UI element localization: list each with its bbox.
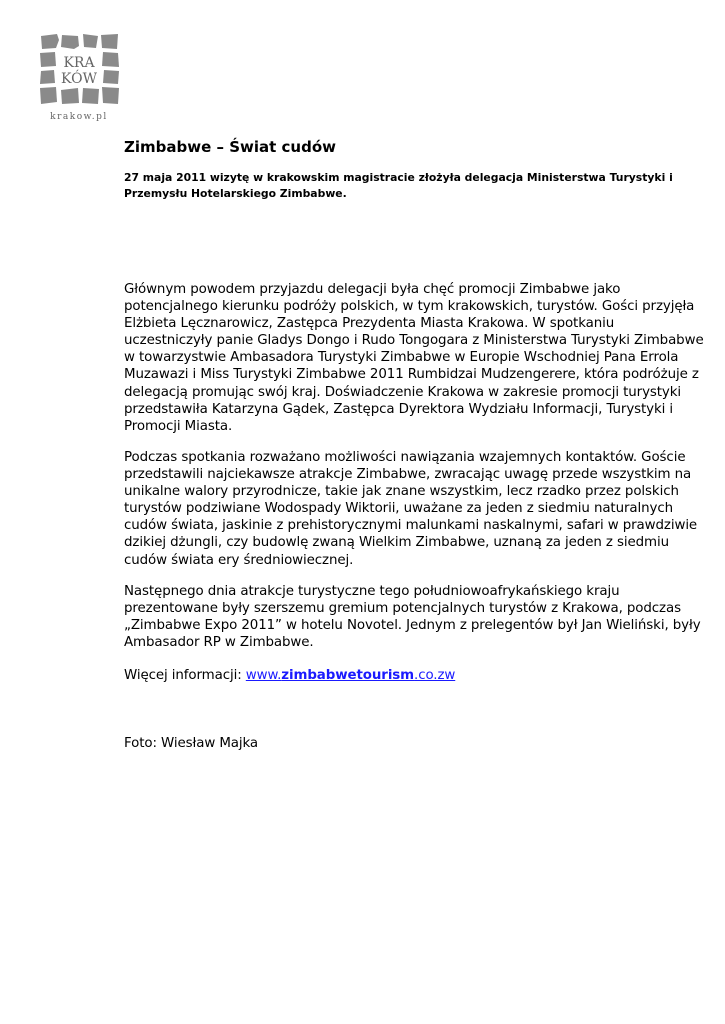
photo-credit: Foto: Wiesław Majka [124, 736, 259, 751]
logo-line-1: KRA [63, 55, 95, 71]
more-info-line [124, 667, 704, 684]
link-main: zimbabwetourism [281, 668, 415, 683]
link-prefix: www. [245, 668, 282, 683]
link-suffix: .co.zw [414, 668, 456, 683]
krakow-logo-mark [38, 32, 122, 124]
krakow-logo [38, 32, 122, 124]
article-paragraph-3: Następnego dnia atrakcje turystyczne tego południowoafrykańskiego kraju prezentowane były szerszemu gremium potencjalnych turystów z Krakowa, podczas „Zimbabwe Expo 2011” w hotelu Novotel. Jednym z prelegentów był Jan Wieliński, były Ambasador RP w Zimbabwe. [124, 584, 701, 651]
article-title: Zimbabwe – Świat cudów [124, 138, 337, 156]
zimbabwe-tourism-link[interactable] [246, 668, 455, 683]
article-paragraph-1: Głównym powodem przyjazdu delegacji była chęć promocji Zimbabwe jako potencjalnego kierunku podróży polskich, w tym krakowskich, turystów. Gości przyjęła Elżbieta Lęcznarowicz, Zastępca Prezydenta Miasta Krakowa. W spotkaniu uczestniczyły panie Gladys Dongo i Rudo Tongogara z Ministerstwa Turystyki Zimbabwe w towarzystwie Ambasadora Turystyki Zimbabwe w Europie Wschodniej Pana Errola Muzawazi i Miss Turystyki Zimbabwe 2011 Rumbidzai Mudzengerere, która podróżuje z delegacją promując swój kraj. Doświadczenie Krakowa w zakresie promocji turystyki przedstawiła Katarzyna Gądek, Zastępca Dyrektora Wydziału Informacji, Turystyki i Promocji Miasta. [124, 282, 704, 434]
article-lead: 27 maja 2011 wizytę w krakowskim magistracie złożyła delegacja Ministerstwa Turystyki i Przemysłu Hotelarskiego Zimbabwe. [124, 171, 673, 200]
logo-line-2: KÓW [61, 71, 97, 87]
article-paragraph-2: Podczas spotkania rozważano możliwości nawiązania wzajemnych kontaktów. Goście przedstawili najciekawsze atrakcje Zimbabwe, zwracając uwagę przede wszystkim na unikalne walory przyrodnicze, takie jak znane wszystkim, lecz rzadko przez polskich turystów podziwiane Wodospady Wiktorii, uważane za jeden z siedmiu naturalnych cudów świata, jaskinie z prehistorycznymi malunkami naskalnymi, safari w prawdziwie dzikiej dżungli, czy budowlę zwaną Wielkim Zimbabwe, uznaną za jeden z siedmiu cudów świata ery średniowiecznej. [124, 450, 698, 568]
logo-domain: krakow.pl [50, 112, 108, 122]
more-info-label: Więcej informacji: [124, 668, 246, 683]
